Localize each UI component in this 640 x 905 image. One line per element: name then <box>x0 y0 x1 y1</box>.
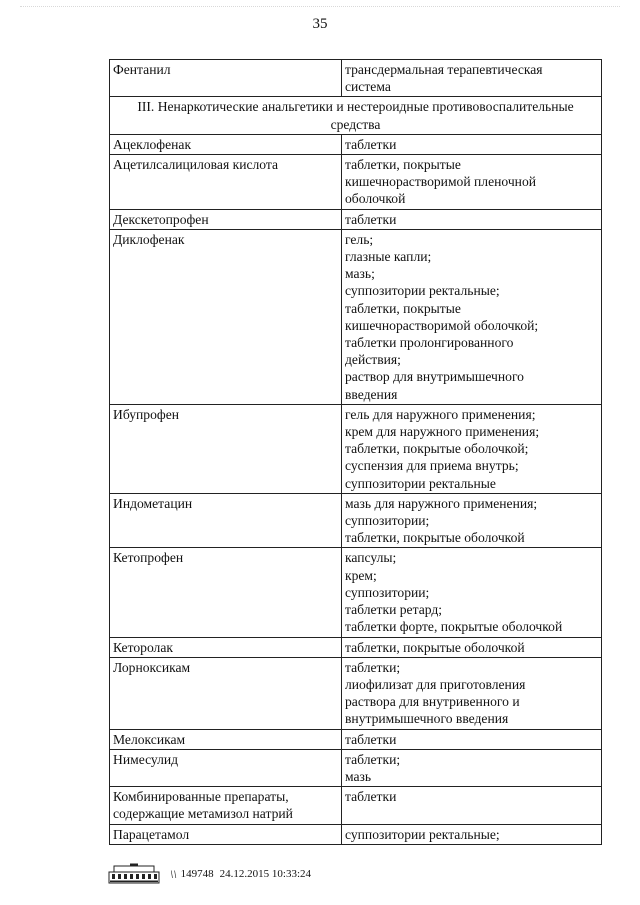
dosage-form-line: кишечнорастворимой пленочной <box>345 174 537 190</box>
dosage-form-line: оболочкой <box>345 191 406 207</box>
dosage-form-line: таблетки <box>345 211 397 227</box>
table-row <box>110 657 602 729</box>
dosage-form-line: крем для наружного применения; <box>345 424 540 440</box>
dosage-form-line: раствора для внутривенного и <box>345 694 520 710</box>
dosage-form-line: суппозитории; <box>345 513 430 529</box>
government-building-icon <box>108 863 160 885</box>
table-row <box>110 637 602 657</box>
drug-name-cell: Лорноксикам <box>110 657 342 729</box>
dosage-form-line: введения <box>345 386 398 402</box>
page-number: 35 <box>312 16 328 32</box>
dosage-form-line: раствор для внутримышечного <box>345 369 524 385</box>
table-row <box>110 729 602 749</box>
drug-name-cell: Ибупрофен <box>110 404 342 493</box>
scan-header-noise <box>20 6 620 13</box>
table-row <box>110 155 602 210</box>
dosage-form-line: таблетки <box>345 789 397 805</box>
drug-name-cell: Комбинированные препараты, содержащие метамизол натрий <box>110 787 342 824</box>
drug-table <box>109 59 602 845</box>
table-row <box>110 229 602 404</box>
dosage-form-line: таблетки, покрытые оболочкой; <box>345 441 529 457</box>
table-row <box>110 60 602 97</box>
dosage-form-line: таблетки; <box>345 659 401 675</box>
table-row <box>110 824 602 844</box>
drug-name-cell: Мелоксикам <box>110 729 342 749</box>
dosage-form-line: таблетки; <box>345 751 401 767</box>
dosage-form-line: внутримышечного введения <box>345 711 509 727</box>
table-row <box>110 134 602 154</box>
dosage-form-line: таблетки <box>345 731 397 747</box>
dosage-form-line: суппозитории ректальные; <box>345 283 500 299</box>
dosage-form-line: таблетки пролонгированного <box>345 335 514 351</box>
dosage-form-line: таблетки, покрытые оболочкой <box>345 639 525 655</box>
dosage-forms-cell <box>342 729 602 749</box>
drug-name-cell: Нимесулид <box>110 749 342 786</box>
table-row <box>110 749 602 786</box>
dosage-form-line: лиофилизат для приготовления <box>345 676 526 692</box>
document-number: 149748 <box>180 868 214 880</box>
dosage-form-line: трансдермальная терапевтическая <box>345 62 543 77</box>
dosage-forms-cell <box>342 155 602 210</box>
dosage-form-line: кишечнорастворимой оболочкой; <box>345 317 539 333</box>
dosage-forms-cell <box>342 134 602 154</box>
dosage-form-line: мазь <box>345 768 372 784</box>
dosage-form-line: крем; <box>345 567 377 583</box>
drug-name-cell: Парацетамол <box>110 824 342 844</box>
dosage-forms-cell <box>342 824 602 844</box>
drug-name-cell: Фентанил <box>110 60 342 97</box>
dosage-form-line: мазь; <box>345 266 375 282</box>
table-row <box>110 493 602 548</box>
table-row <box>110 787 602 824</box>
table-row <box>110 548 602 637</box>
dosage-form-line: суспензия для приема внутрь; <box>345 458 519 474</box>
dosage-forms-cell <box>342 749 602 786</box>
dosage-form-line: действия; <box>345 352 401 368</box>
dosage-form-line: гель для наружного применения; <box>345 406 536 422</box>
dosage-form-line: таблетки ретард; <box>345 602 443 618</box>
footer <box>108 862 311 886</box>
dosage-forms-cell <box>342 60 602 97</box>
drug-name-cell: Кетопрофен <box>110 548 342 637</box>
dosage-form-line: таблетки форте, покрытые оболочкой <box>345 619 563 635</box>
dosage-forms-cell <box>342 548 602 637</box>
table-row <box>110 209 602 229</box>
drug-name-cell: Декскетопрофен <box>110 209 342 229</box>
drug-name-cell: Кеторолак <box>110 637 342 657</box>
dosage-form-line: таблетки, покрытые <box>345 300 461 316</box>
dosage-forms-cell <box>342 404 602 493</box>
dosage-forms-cell <box>342 657 602 729</box>
dosage-form-line: глазные капли; <box>345 249 432 265</box>
drug-name-cell: Ацеклофенак <box>110 134 342 154</box>
section-heading: III. Ненаркотические анальгетики и нестероидные противовоспалительные средства <box>110 97 602 134</box>
dosage-form-line: суппозитории ректальные <box>345 475 496 491</box>
dosage-forms-cell <box>342 493 602 548</box>
table-row <box>110 404 602 493</box>
dosage-forms-cell <box>342 787 602 824</box>
dosage-forms-cell <box>342 637 602 657</box>
dosage-forms-cell <box>342 209 602 229</box>
dosage-form-line: мазь для наружного применения; <box>345 495 538 511</box>
dosage-form-line: суппозитории ректальные; <box>345 826 500 842</box>
dosage-form-line: таблетки <box>345 136 397 152</box>
dosage-form-line: суппозитории; <box>345 584 430 600</box>
table-body <box>110 60 602 845</box>
dosage-form-line: таблетки, покрытые оболочкой <box>345 530 525 546</box>
section-row <box>110 97 602 134</box>
drug-name-cell: Диклофенак <box>110 229 342 404</box>
dosage-form-line: система <box>345 79 391 95</box>
document-timestamp: 24.12.2015 10:33:24 <box>219 868 312 880</box>
drug-name-cell: Ацетилсалициловая кислота <box>110 155 342 210</box>
drug-name-cell: Индометацин <box>110 493 342 548</box>
document-mark: \\ <box>170 866 177 881</box>
dosage-form-line: таблетки, покрытые <box>345 157 461 173</box>
dosage-form-line: капсулы; <box>345 550 397 566</box>
dosage-form-line: гель; <box>345 231 374 247</box>
dosage-forms-cell <box>342 229 602 404</box>
